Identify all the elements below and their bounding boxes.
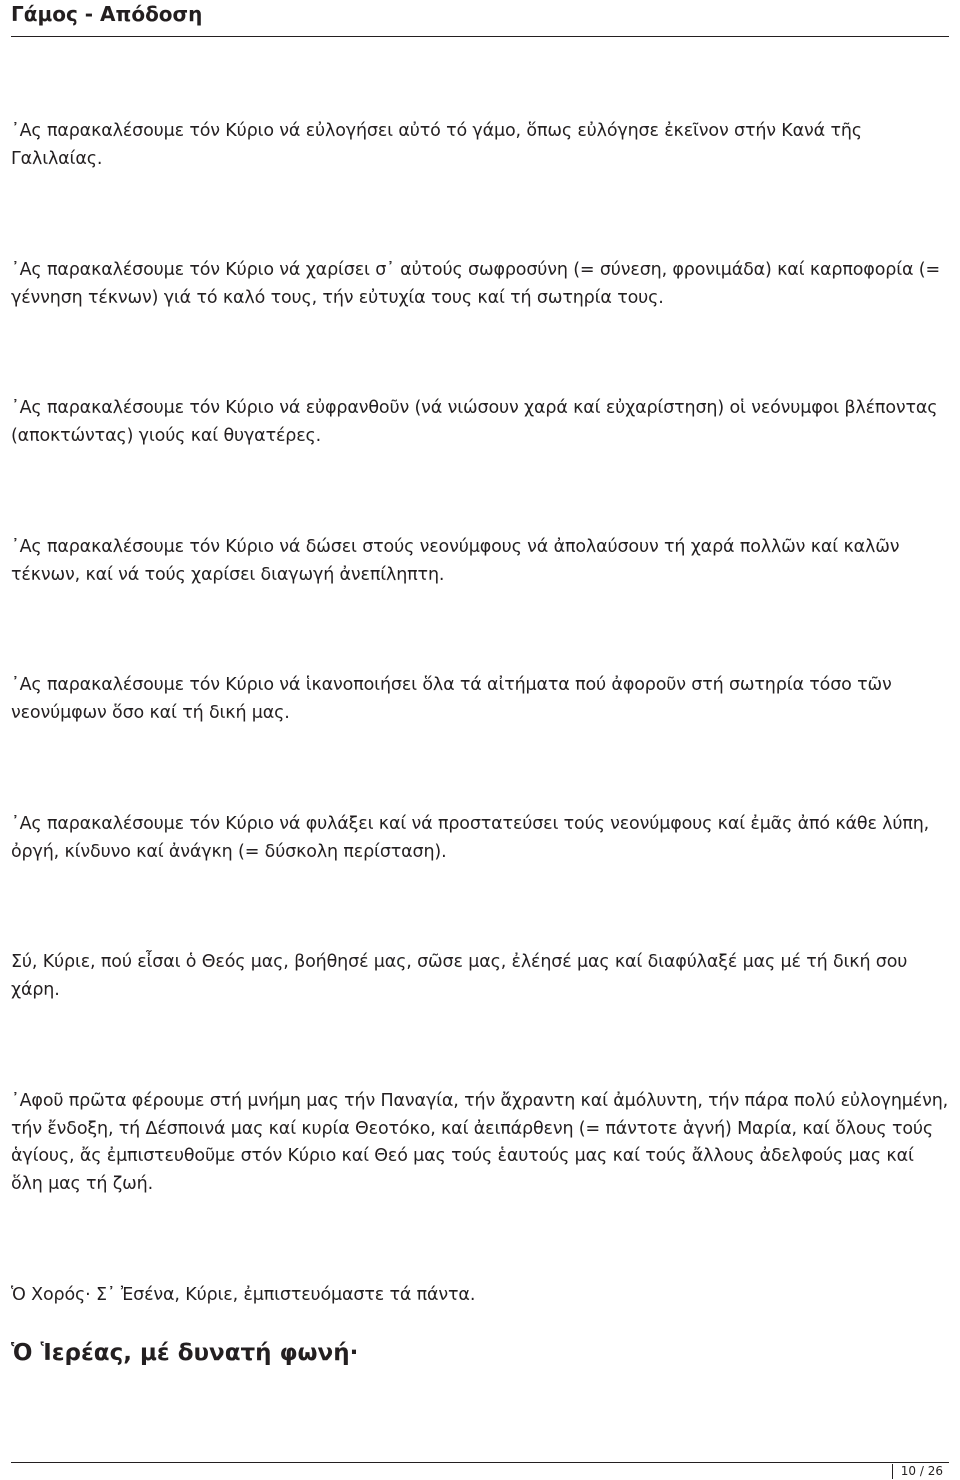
petition-paragraph: ᾽Ας παρακαλέσουμε τόν Κύριο νά χαρίσει σ᾽ αὐτούς σωφροσύνη (= σύνεση, φρονιμάδα) καί καρποφορία (= γέννηση τέκνων) γιά τό καλό τους, τήν εὐτυχία τους καί τή σωτηρία τους. — [11, 260, 940, 308]
priest-heading: Ὁ Ἱερέας, μέ δυνατή φωνή· — [11, 1340, 359, 1366]
commemoration-paragraph: ᾽Αφοῦ πρῶτα φέρουμε στή μνήμη μας τήν Παναγία, τήν ἄχραντη καί ἀμόλυντη, τήν πάρα πολύ εὐλογημένη, τήν ἔνδοξη, τή Δέσποινά μας καί κυρία Θεοτόκο, καί ἀειπάρθενη (= πάντοτε ἁγνή) Μαρία, καί ὅλους τούς ἁγίους, ἄς ἐμπιστευθοῦμε στόν Κύριο καί Θεό μας τούς ἑαυτούς μας καί τούς ἄλλους ἀδελφούς μας καί ὅλη μας τή ζωή. — [11, 1091, 949, 1194]
page-footer — [11, 1462, 949, 1480]
petition-paragraph: ᾽Ας παρακαλέσουμε τόν Κύριο νά εὐλογήσει αὐτό τό γάμο, ὅπως εὐλόγησε ἐκεῖνον στήν Κανά τῆς Γαλιλαίας. — [11, 121, 862, 169]
prayer-paragraph: Σύ, Κύριε, πού εἶσαι ὁ Θεός μας, βοήθησέ μας, σῶσε μας, ἐλέησέ μας καί διαφύλαξέ μας μέ τή δική σου χάρη. — [11, 952, 908, 1000]
page-title: Γάμος - Απόδοση — [11, 2, 203, 26]
petition-paragraph: ᾽Ας παρακαλέσουμε τόν Κύριο νά δώσει στούς νεονύμφους νά ἀπολαύσουν τή χαρά πολλῶν καί καλῶν τέκνων, καί νά τούς χαρίσει διαγωγή ἀνεπίληπτη. — [11, 537, 900, 585]
page-number: 10 / 26 — [892, 1464, 949, 1479]
petition-paragraph: ᾽Ας παρακαλέσουμε τόν Κύριο νά φυλάξει καί νά προστατεύσει τούς νεονύμφους καί ἐμᾶς ἀπό κάθε λύπη, ὀργή, κίνδυνο καί ἀνάγκη (= δύσκολη περίσταση). — [11, 814, 930, 862]
petition-paragraph: ᾽Ας παρακαλέσουμε τόν Κύριο νά εὐφρανθοῦν (νά νιώσουν χαρά καί εὐχαρίστηση) οἱ νεόνυμφοι βλέποντας (αποκτώντας) γιούς καί θυγατέρες. — [11, 398, 938, 446]
petition-paragraph: ᾽Ας παρακαλέσουμε τόν Κύριο νά ἱκανοποιήσει ὅλα τά αἰτήματα πού ἀφοροῦν στή σωτηρία τόσο τῶν νεονύμφων ὅσο καί τή δική μας. — [11, 675, 892, 723]
choir-response: Ὁ Χορός· Σ᾽ Ἐσένα, Κύριε, ἐμπιστευόμαστε τά πάντα. — [11, 1285, 476, 1305]
page-header — [11, 0, 949, 37]
